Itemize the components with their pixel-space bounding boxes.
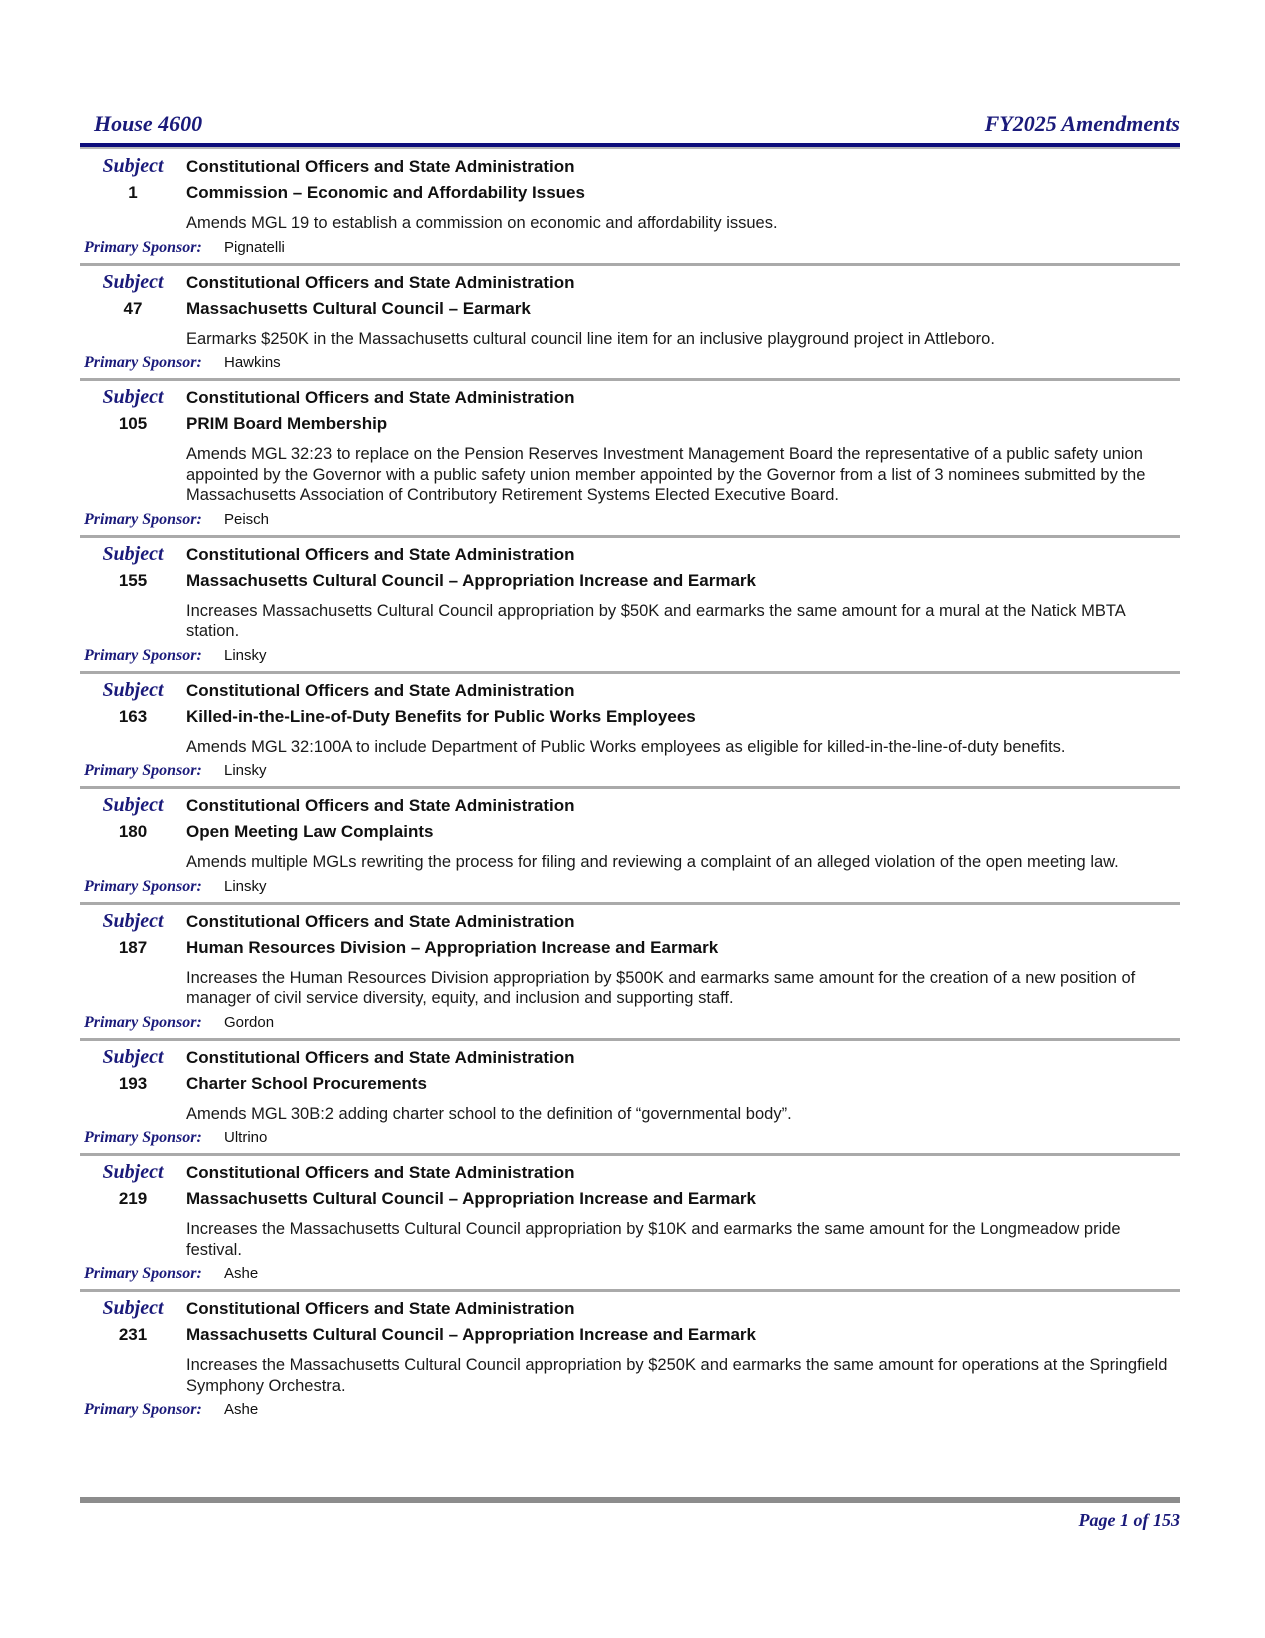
- amendment-category: Constitutional Officers and State Administration: [186, 680, 575, 700]
- amendment-entry: [80, 789, 1180, 905]
- amendment-number: 47: [123, 298, 143, 318]
- amendment-title: PRIM Board Membership: [186, 414, 388, 433]
- subject-label: Subject: [102, 386, 164, 408]
- primary-sponsor-label: Primary Sponsor:: [84, 1013, 202, 1031]
- amendment-title: Open Meeting Law Complaints: [186, 822, 434, 841]
- amendment-entry: [80, 905, 1180, 1041]
- primary-sponsor-name: Peisch: [224, 510, 270, 528]
- amendment-description: Amends MGL 19 to establish a commission on economic and affordability issues.: [186, 214, 778, 232]
- amendment-number: 163: [118, 706, 148, 726]
- amendment-entry: [80, 381, 1180, 538]
- primary-sponsor-name: Ashe: [224, 1401, 259, 1418]
- primary-sponsor-name: Pignatelli: [224, 238, 285, 256]
- primary-sponsor-label: Primary Sponsor:: [84, 510, 202, 528]
- amendment-title: Killed-in-the-Line-of-Duty Benefits for Public Works Employees: [186, 706, 696, 726]
- amendment-title: Massachusetts Cultural Council – Appropriation Increase and Earmark: [186, 1325, 756, 1344]
- document-title: FY2025 Amendments: [984, 111, 1180, 136]
- amendment-list: [80, 150, 1180, 1425]
- amendment-category: Constitutional Officers and State Administration: [186, 1299, 575, 1318]
- amendment-number: 105: [118, 414, 148, 433]
- amendment-category: Constitutional Officers and State Administration: [186, 272, 575, 292]
- amendment-number: 187: [118, 937, 148, 957]
- amendment-entry: [80, 266, 1180, 382]
- amendment-category: Constitutional Officers and State Administration: [186, 1047, 575, 1067]
- amendment-description: Increases the Massachusetts Cultural Council appropriation by $10K and earmarks the same amount for the Longmeadow pride festival.: [186, 1220, 1121, 1259]
- amendment-number: 180: [118, 822, 148, 841]
- subject-label: Subject: [102, 1045, 164, 1068]
- primary-sponsor-name: Linsky: [224, 762, 267, 779]
- amendment-title: Massachusetts Cultural Council – Earmark: [186, 298, 531, 318]
- subject-label: Subject: [102, 794, 164, 816]
- amendment-description: Increases Massachusetts Cultural Council appropriation by $50K and earmarks the same amount for a mural at the Natick MBTA station.: [186, 601, 1125, 640]
- subject-label: Subject: [102, 542, 164, 565]
- amendment-description: Amends MGL 32:23 to replace on the Pension Reserves Investment Management Board the representative of a public safety union appointed by the Governor with a public safety union member appointed by the Governor from a list of 3 nominees submitted by the Massachusetts Association of Contributory Retirement Systems Elected Executive Board.: [186, 445, 1146, 504]
- primary-sponsor-name: Linsky: [224, 877, 267, 895]
- amendment-category: Constitutional Officers and State Administration: [186, 388, 575, 407]
- amendment-category: Constitutional Officers and State Administration: [186, 157, 575, 176]
- amendment-category: Constitutional Officers and State Administration: [186, 911, 575, 931]
- amendment-entry: [80, 150, 1180, 266]
- primary-sponsor-label: Primary Sponsor:: [84, 646, 202, 664]
- amendment-number: 219: [118, 1189, 148, 1208]
- amendment-category: Constitutional Officers and State Administration: [186, 544, 575, 564]
- primary-sponsor-name: Linsky: [224, 646, 267, 664]
- amendment-number: 193: [118, 1073, 148, 1093]
- amendment-title: Massachusetts Cultural Council – Appropriation Increase and Earmark: [186, 1189, 756, 1208]
- amendment-description: Amends MGL 32:100A to include Department of Public Works employees as eligible for killed-in-the-line-of-duty benefits.: [186, 737, 1066, 756]
- footer-divider: [80, 1497, 1180, 1503]
- amendment-number: 155: [118, 570, 148, 590]
- primary-sponsor-label: Primary Sponsor:: [84, 238, 202, 256]
- amendment-entry: [80, 1041, 1180, 1157]
- amendment-entry: [80, 1156, 1180, 1292]
- amendment-category: Constitutional Officers and State Administration: [186, 1163, 575, 1182]
- amendment-number: 1: [128, 183, 138, 202]
- amendment-description: Earmarks $250K in the Massachusetts cultural council line item for an inclusive playground project in Attleboro.: [186, 329, 995, 348]
- primary-sponsor-label: Primary Sponsor:: [84, 1129, 202, 1146]
- primary-sponsor-name: Ultrino: [224, 1129, 268, 1146]
- primary-sponsor-label: Primary Sponsor:: [84, 762, 202, 779]
- amendment-title: Massachusetts Cultural Council – Appropriation Increase and Earmark: [186, 570, 756, 590]
- primary-sponsor-label: Primary Sponsor:: [84, 354, 202, 371]
- primary-sponsor-label: Primary Sponsor:: [84, 877, 202, 895]
- amendment-entry: [80, 538, 1180, 674]
- header-divider: [80, 143, 1180, 149]
- subject-label: Subject: [102, 1297, 164, 1319]
- bill-title: House 4600: [94, 111, 203, 136]
- page-header: [80, 111, 1180, 141]
- amendment-title: Charter School Procurements: [186, 1073, 427, 1093]
- amendment-description: Amends MGL 30B:2 adding charter school to the definition of “governmental body”.: [186, 1104, 792, 1123]
- amendment-description: Increases the Massachusetts Cultural Council appropriation by $250K and earmarks the same amount for operations at the Springfield Symphony Orchestra.: [186, 1356, 1168, 1395]
- amendment-title: Commission – Economic and Affordability Issues: [186, 183, 585, 202]
- page-number: Page 1 of 153: [1078, 1510, 1180, 1530]
- amendment-title: Human Resources Division – Appropriation Increase and Earmark: [186, 937, 719, 957]
- subject-label: Subject: [102, 155, 164, 177]
- primary-sponsor-name: Hawkins: [224, 354, 281, 371]
- amendment-description: Increases the Human Resources Division appropriation by $500K and earmarks same amount for the creation of a new position of manager of civil service diversity, equity, and inclusion and supporting staff.: [186, 968, 1136, 1007]
- subject-label: Subject: [102, 270, 164, 293]
- primary-sponsor-name: Ashe: [224, 1265, 259, 1282]
- subject-label: Subject: [102, 1161, 164, 1183]
- amendment-description: Amends multiple MGLs rewriting the process for filing and reviewing a complaint of an alleged violation of the open meeting law.: [186, 853, 1119, 871]
- primary-sponsor-name: Gordon: [224, 1013, 275, 1031]
- primary-sponsor-label: Primary Sponsor:: [84, 1401, 202, 1418]
- subject-label: Subject: [102, 909, 164, 932]
- amendment-category: Constitutional Officers and State Administration: [186, 796, 575, 815]
- subject-label: Subject: [102, 678, 164, 701]
- amendment-entry: [80, 674, 1180, 790]
- primary-sponsor-label: Primary Sponsor:: [84, 1265, 202, 1282]
- amendment-number: 231: [118, 1325, 148, 1344]
- amendment-entry: [80, 1292, 1180, 1425]
